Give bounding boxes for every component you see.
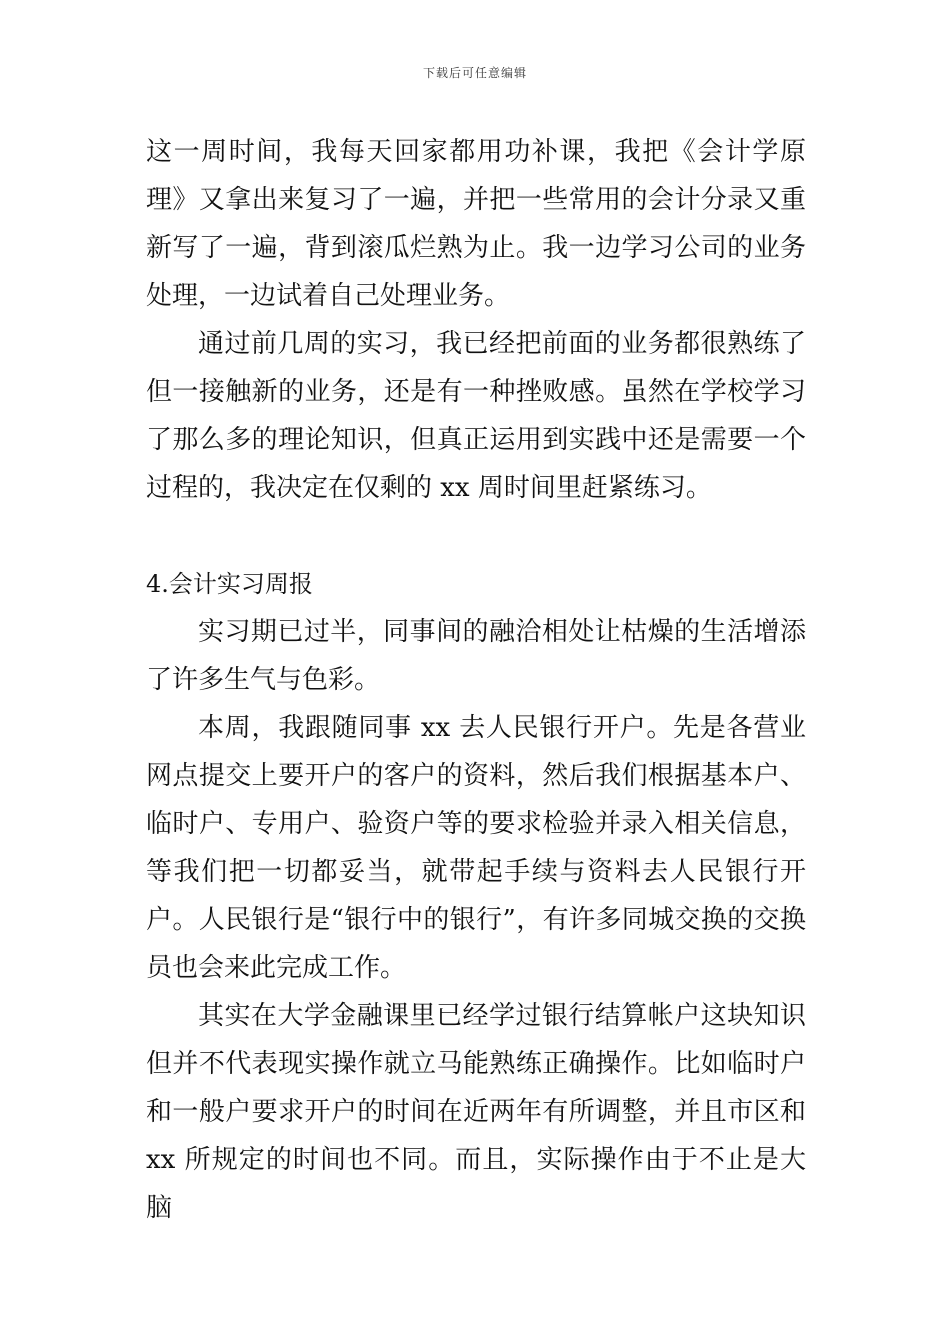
paragraph-3: 实习期已过半，同事间的融洽相处让枯燥的生活增添了许多生气与色彩。 xyxy=(146,617,806,695)
paragraph-5: 其实在大学金融课里已经学过银行结算帐户这块知识但并不代表现实操作就立马能熟练正确操作。比如临时户和一般户要求开户的时间在近两年有所调整，并且市区和 xx 所规定的时间也不同。而且，实际操作由于不止是大脑 xyxy=(146,1001,806,1223)
document-body xyxy=(146,128,806,1232)
section-heading: 4.会计实习周报 xyxy=(146,570,313,598)
paragraph-2: 通过前几周的实习，我已经把前面的业务都很熟练了但一接触新的业务，还是有一种挫败感。虽然在学校学习了那么多的理论知识，但真正运用到实践中还是需要一个过程的，我决定在仅剩的 xx 周时间里赶紧练习。 xyxy=(146,329,806,503)
paragraph-4: 本周，我跟随同事 xx 去人民银行开户。先是各营业网点提交上要开户的客户的资料，然后我们根据基本户、临时户、专用户、验资户等的要求检验并录入相关信息，等我们把一切都妥当，就带起手续与资料去人民银行开户。人民银行是“银行中的银行”，有许多同城交换的交换员也会来此完成工作。 xyxy=(146,713,806,983)
paragraph-1: 这一周时间，我每天回家都用功补课，我把《会计学原理》又拿出来复习了一遍，并把一些常用的会计分录又重新写了一遍，背到滚瓜烂熟为止。我一边学习公司的业务处理，一边试着自己处理业务。 xyxy=(146,137,806,311)
page-header: 下载后可任意编辑 xyxy=(422,66,527,80)
section-gap xyxy=(146,512,806,560)
